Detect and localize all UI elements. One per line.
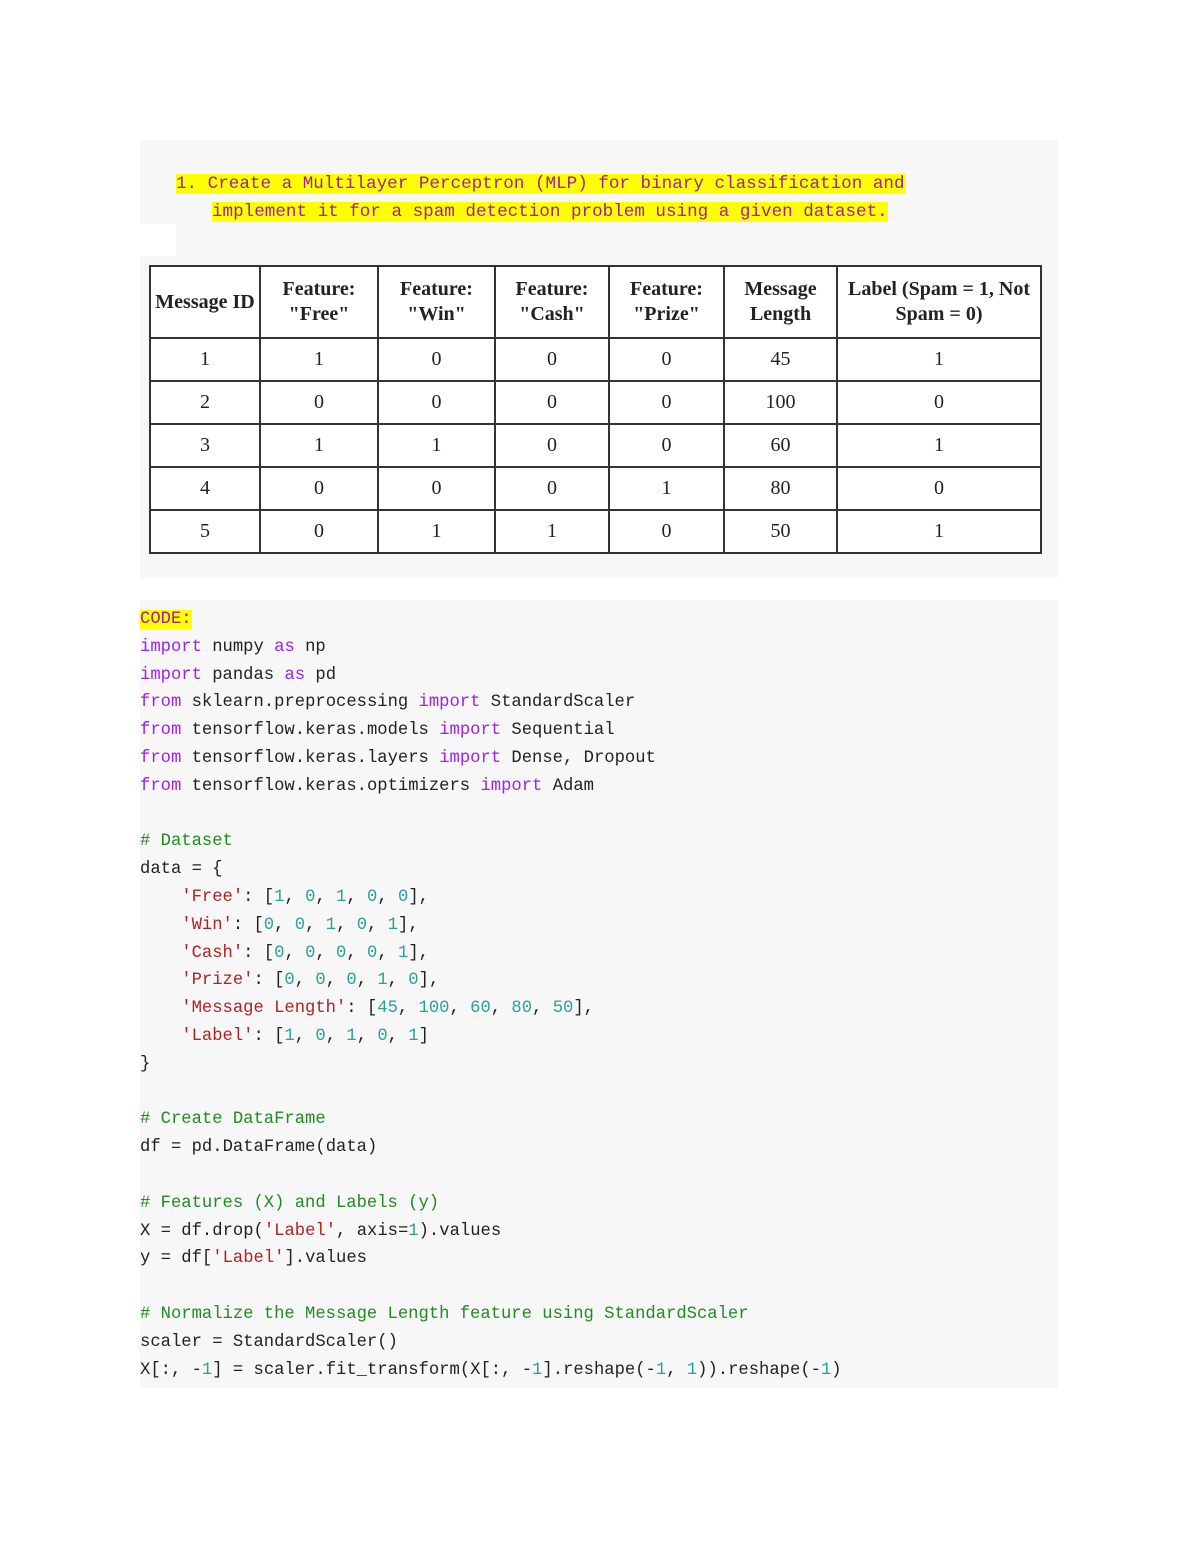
table-cell: 80 bbox=[724, 467, 837, 510]
code-block bbox=[140, 600, 1058, 1388]
code-line: scaler = StandardScaler() bbox=[140, 1332, 398, 1352]
table-cell: 0 bbox=[260, 467, 378, 510]
code-line: y = df['Label'].values bbox=[140, 1249, 367, 1269]
table-cell: 0 bbox=[495, 338, 609, 381]
table-cell: 0 bbox=[495, 424, 609, 467]
table-cell: 1 bbox=[378, 424, 495, 467]
code-line: from tensorflow.keras.layers import Dense, Dropout bbox=[140, 748, 656, 768]
table-cell: 3 bbox=[150, 424, 260, 467]
header-win: Feature: "Win" bbox=[378, 266, 495, 338]
table-cell: 4 bbox=[150, 467, 260, 510]
table-cell: 0 bbox=[495, 381, 609, 424]
code-line: 'Label': [1, 0, 1, 0, 1] bbox=[181, 1026, 429, 1046]
task-line-2-text: implement it for a spam detection problem using a given dataset. bbox=[212, 202, 888, 222]
header-message-id: Message ID bbox=[150, 266, 260, 338]
table-cell: 2 bbox=[150, 381, 260, 424]
code-line: X[:, -1] = scaler.fit_transform(X[:, -1].reshape(-1, 1)).reshape(-1) bbox=[140, 1360, 842, 1380]
code-line: # Features (X) and Labels (y) bbox=[140, 1193, 440, 1213]
page-margin-notch bbox=[140, 224, 176, 256]
code-listing bbox=[140, 606, 842, 1384]
code-line: import numpy as np bbox=[140, 637, 326, 657]
code-line: # Normalize the Message Length feature using StandardScaler bbox=[140, 1304, 749, 1324]
table-cell: 60 bbox=[724, 424, 837, 467]
code-line: df = pd.DataFrame(data) bbox=[140, 1138, 378, 1158]
code-label: CODE: bbox=[140, 610, 192, 629]
table-cell: 0 bbox=[260, 510, 378, 553]
table-cell: 0 bbox=[260, 381, 378, 424]
table-row bbox=[150, 467, 1041, 510]
table-row bbox=[150, 381, 1041, 424]
code-line: import pandas as pd bbox=[140, 665, 337, 685]
header-free: Feature: "Free" bbox=[260, 266, 378, 338]
table-cell: 1 bbox=[260, 424, 378, 467]
table-cell: 0 bbox=[609, 381, 724, 424]
table-row bbox=[150, 338, 1041, 381]
table-cell: 45 bbox=[724, 338, 837, 381]
table-cell: 1 bbox=[837, 424, 1041, 467]
header-cash: Feature: "Cash" bbox=[495, 266, 609, 338]
table-cell: 0 bbox=[609, 424, 724, 467]
task-block bbox=[140, 140, 1058, 578]
task-line-1 bbox=[176, 173, 905, 195]
code-line: 'Win': [0, 0, 1, 0, 1], bbox=[181, 915, 419, 935]
code-body bbox=[140, 638, 842, 1380]
code-line: from tensorflow.keras.models import Sequential bbox=[140, 721, 615, 741]
table-cell: 1 bbox=[150, 338, 260, 381]
table-cell: 0 bbox=[609, 510, 724, 553]
table-row bbox=[150, 424, 1041, 467]
dataset-table bbox=[149, 265, 1042, 554]
table-cell: 1 bbox=[837, 338, 1041, 381]
table-cell: 0 bbox=[609, 338, 724, 381]
table-header-row bbox=[150, 266, 1041, 338]
table-cell: 0 bbox=[378, 467, 495, 510]
header-prize: Feature: "Prize" bbox=[609, 266, 724, 338]
table-cell: 0 bbox=[837, 467, 1041, 510]
task-line-2 bbox=[212, 201, 888, 223]
code-line: data = { bbox=[140, 860, 223, 880]
table-cell: 1 bbox=[609, 467, 724, 510]
table-cell: 5 bbox=[150, 510, 260, 553]
table-cell: 1 bbox=[378, 510, 495, 553]
code-line: X = df.drop('Label', axis=1).values bbox=[140, 1221, 502, 1241]
task-line-1-text: 1. Create a Multilayer Perceptron (MLP) for binary classification and bbox=[176, 174, 905, 194]
code-line: # Dataset bbox=[140, 832, 233, 852]
table-cell: 0 bbox=[495, 467, 609, 510]
table-row bbox=[150, 510, 1041, 553]
code-line: } bbox=[140, 1054, 151, 1074]
table-cell: 0 bbox=[378, 338, 495, 381]
table-cell: 1 bbox=[495, 510, 609, 553]
header-message-length: Message Length bbox=[724, 266, 837, 338]
code-line: 'Free': [1, 0, 1, 0, 0], bbox=[181, 887, 429, 907]
table-cell: 1 bbox=[837, 510, 1041, 553]
code-line: 'Cash': [0, 0, 0, 0, 1], bbox=[181, 943, 429, 963]
code-line: 'Message Length': [45, 100, 60, 80, 50], bbox=[181, 999, 594, 1019]
code-line: from tensorflow.keras.optimizers import Adam bbox=[140, 776, 594, 796]
table-cell: 0 bbox=[378, 381, 495, 424]
header-label: Label (Spam = 1, Not Spam = 0) bbox=[837, 266, 1041, 338]
code-line: 'Prize': [0, 0, 0, 1, 0], bbox=[181, 971, 440, 991]
code-line: from sklearn.preprocessing import StandardScaler bbox=[140, 693, 636, 713]
table-cell: 50 bbox=[724, 510, 837, 553]
table-cell: 100 bbox=[724, 381, 837, 424]
code-line: # Create DataFrame bbox=[140, 1110, 326, 1130]
table-cell: 0 bbox=[837, 381, 1041, 424]
table-cell: 1 bbox=[260, 338, 378, 381]
